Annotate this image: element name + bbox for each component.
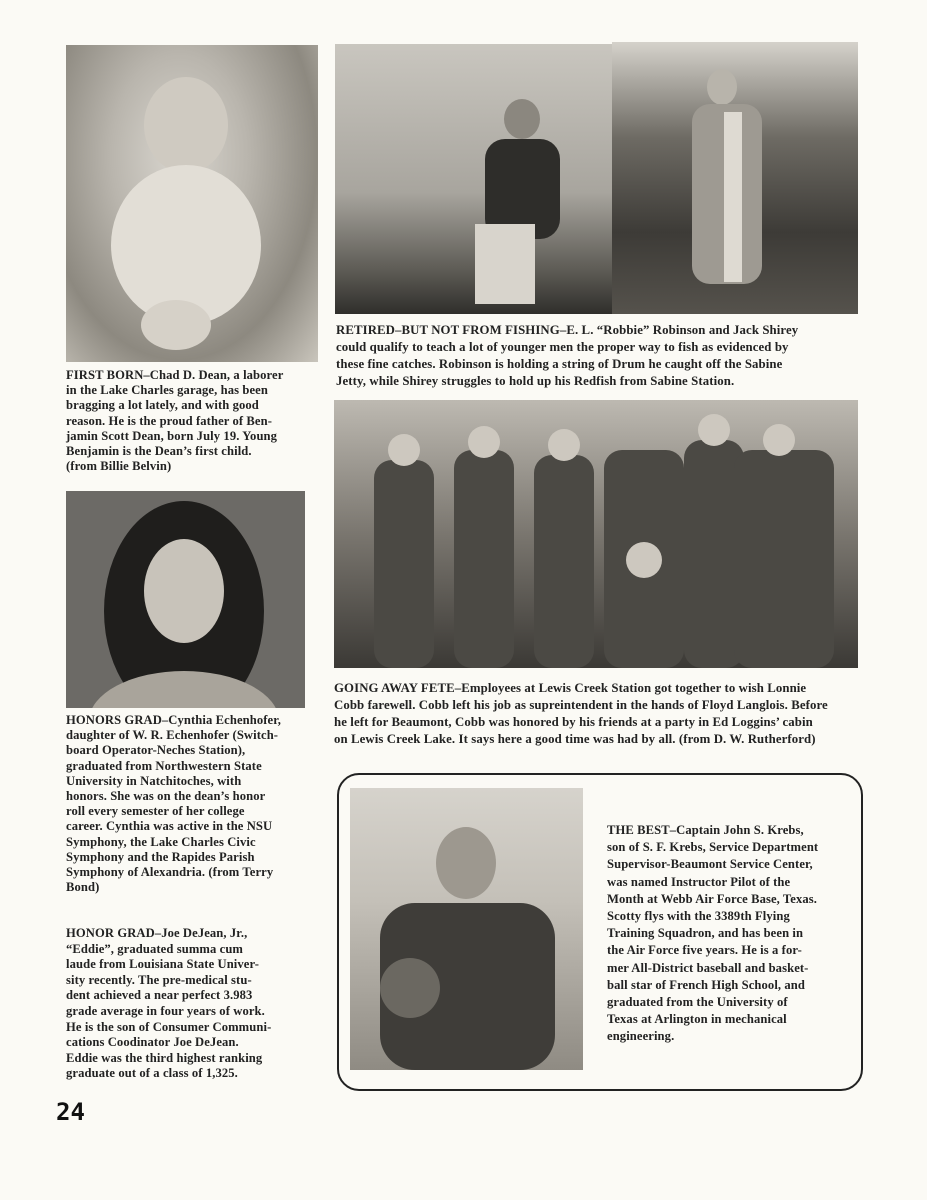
caption-line: Symphony, the Lake Charles Civic <box>66 834 256 849</box>
caption-line: on Lewis Creek Lake. It says here a good time was had by all. (from D. W. Rutherford) <box>334 732 816 746</box>
caption-line: mer All-District baseball and basket- <box>607 960 809 975</box>
group-silhouette <box>334 400 858 668</box>
fisherman-redfish-silhouette <box>612 42 858 314</box>
caption-line: Bond) <box>66 880 100 895</box>
caption-line: he left for Beaumont, Cobb was honored by his friends at a party in Ed Loggins’ cabin <box>334 715 813 729</box>
portrait-silhouette <box>66 491 305 708</box>
caption-line: Training Squadron, and has been in <box>607 926 804 941</box>
caption-line: Scotty flys with the 3389th Flying <box>607 909 790 924</box>
caption-line: jamin Scott Dean, born July 19. Young <box>66 428 278 443</box>
caption-retired-fishing <box>336 322 798 390</box>
caption-line: the Air Force five years. He is a for- <box>607 943 802 958</box>
caption-line: RETIRED–BUT NOT FROM FISHING–E. L. “Robbie” Robinson and Jack Shirey <box>336 323 799 337</box>
pilot-silhouette <box>350 788 583 1070</box>
caption-line: Texas at Arlington in mechanical <box>607 1012 787 1027</box>
caption-line: board Operator-Neches Station), <box>66 743 246 758</box>
caption-line: daughter of W. R. Echenhofer (Switch- <box>66 728 279 743</box>
caption-line: sity recently. The pre-medical stu- <box>66 972 252 987</box>
photo-going-away-fete <box>334 400 858 668</box>
caption-line: reason. He is the proud father of Ben- <box>66 413 273 428</box>
caption-line: engineering. <box>607 1029 675 1044</box>
caption-honor-grad <box>66 926 271 1082</box>
photo-fishing-shirey <box>612 42 858 314</box>
caption-line: these fine catches. Robinson is holding a string of Drum he caught off the Sabine <box>336 357 783 371</box>
caption-line: HONORS GRAD–Cynthia Echenhofer, <box>66 713 281 727</box>
caption-line: roll every semester of her college <box>66 804 245 819</box>
caption-line: GOING AWAY FETE–Employees at Lewis Creek Station got together to wish Lonnie <box>334 681 807 695</box>
page-number: 24 <box>56 1098 85 1126</box>
photo-pilot <box>350 788 583 1070</box>
caption-line: career. Cynthia was active in the NSU <box>66 819 273 834</box>
caption-line: graduated from Northwestern State <box>66 758 262 773</box>
caption-line: Jetty, while Shirey struggles to hold up his Redfish from Sabine Station. <box>336 374 735 388</box>
caption-line: HONOR GRAD–Joe DeJean, Jr., <box>66 926 248 940</box>
caption-going-away-fete <box>334 680 828 748</box>
caption-line: FIRST BORN–Chad D. Dean, a laborer <box>66 368 284 382</box>
caption-line: laude from Louisiana State Univer- <box>66 957 260 972</box>
caption-line: in the Lake Charles garage, has been <box>66 383 268 398</box>
caption-first-born <box>66 368 283 474</box>
caption-line: THE BEST–Captain John S. Krebs, <box>607 823 804 837</box>
caption-honors-grad <box>66 713 281 895</box>
caption-line: was named Instructor Pilot of the <box>607 874 791 889</box>
caption-line: University in Natchitoches, with <box>66 773 242 788</box>
caption-line: Supervisor-Beaumont Service Center, <box>607 857 813 872</box>
caption-line: Symphony and the Rapides Parish <box>66 849 255 864</box>
caption-line: could qualify to teach a lot of younger men the proper way to fish as evidenced by <box>336 340 789 354</box>
fisherman-silhouette <box>335 44 612 314</box>
photo-fishing-robinson <box>335 44 612 314</box>
caption-line: “Eddie”, graduated summa cum <box>66 941 244 956</box>
caption-line: graduate out of a class of 1,325. <box>66 1066 238 1081</box>
caption-line: Symphony of Alexandria. (from Terry <box>66 865 274 880</box>
caption-line: graduated from the University of <box>607 995 788 1010</box>
caption-line: cations Coodinator Joe DeJean. <box>66 1035 239 1050</box>
caption-line: Eddie was the third highest ranking <box>66 1050 263 1065</box>
photo-baby <box>66 45 318 362</box>
caption-the-best <box>607 822 818 1046</box>
caption-line: (from Billie Belvin) <box>66 459 172 474</box>
caption-line: bragging a lot lately, and with good <box>66 398 259 413</box>
caption-line: son of S. F. Krebs, Service Department <box>607 840 819 855</box>
caption-line: Benjamin is the Dean’s first child. <box>66 444 252 459</box>
caption-line: grade average in four years of work. <box>66 1003 265 1018</box>
caption-line: He is the son of Consumer Communi- <box>66 1019 272 1034</box>
caption-line: dent achieved a near perfect 3.983 <box>66 988 253 1003</box>
caption-line: ball star of French High School, and <box>607 977 806 992</box>
photo-honors-grad <box>66 491 305 708</box>
caption-line: Cobb farewell. Cobb left his job as supreintendent in the hands of Floyd Langlois. Before <box>334 698 828 712</box>
caption-line: Month at Webb Air Force Base, Texas. <box>607 891 818 906</box>
baby-silhouette <box>66 45 318 362</box>
caption-line: honors. She was on the dean’s honor <box>66 789 266 804</box>
